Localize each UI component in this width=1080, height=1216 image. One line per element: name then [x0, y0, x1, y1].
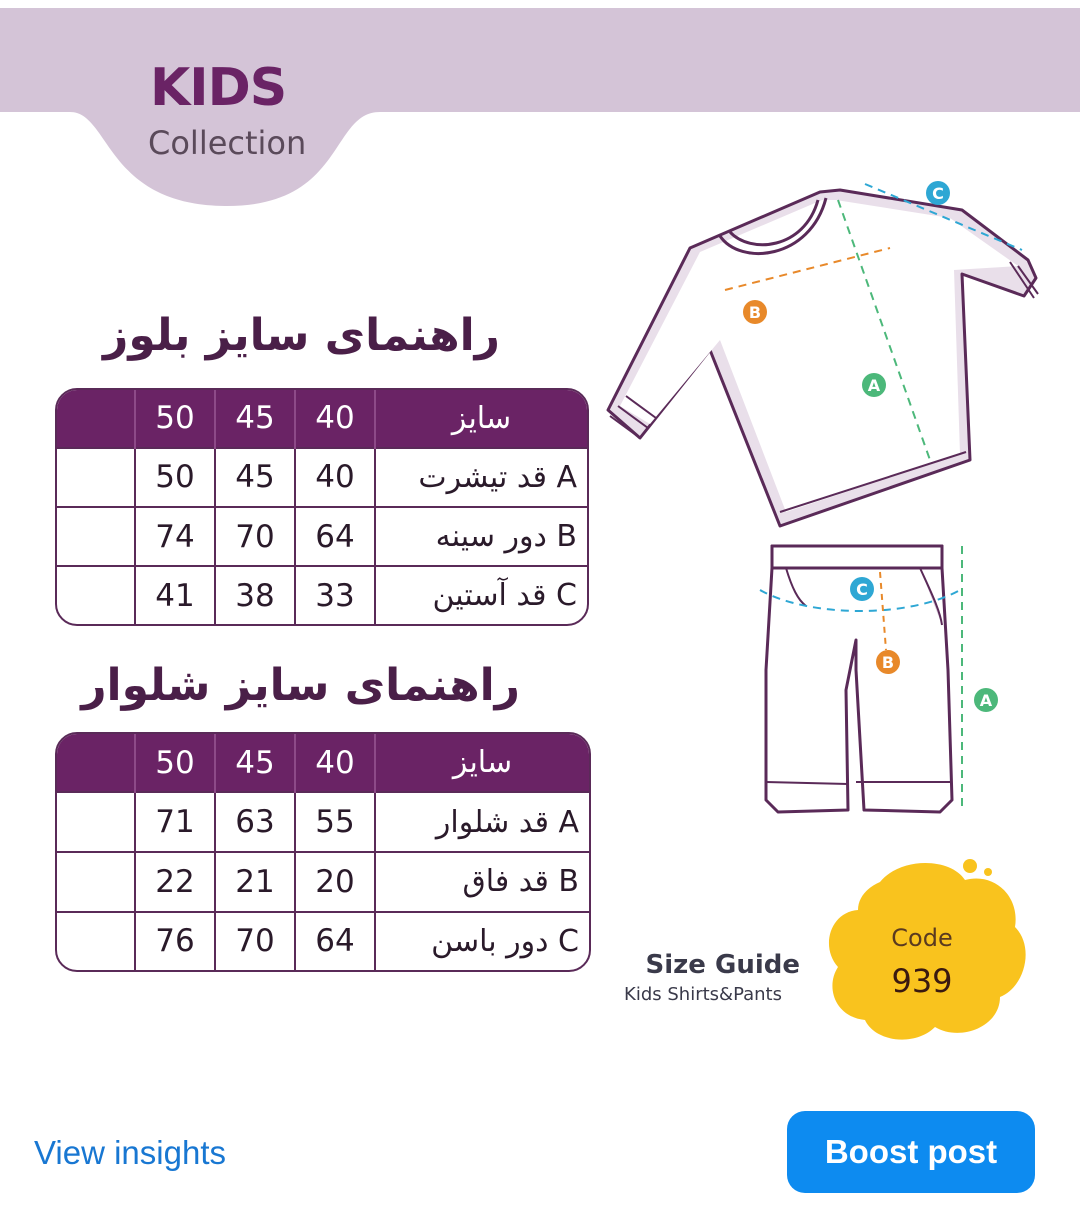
table-cell: 41 [135, 566, 215, 624]
empty-cell [57, 390, 135, 448]
table-cell: 55 [295, 792, 375, 852]
size-header: 50 [135, 390, 215, 448]
pants-size-table [55, 732, 591, 972]
marker-b-pants [876, 650, 900, 674]
size-header: 50 [135, 734, 215, 792]
svg-text:B: B [748, 303, 762, 322]
empty-cell [57, 792, 135, 852]
svg-text:A: A [979, 691, 993, 710]
table-header-row [57, 734, 589, 792]
marker-c-pants [850, 577, 874, 601]
table-cell: 76 [135, 912, 215, 970]
boost-post-button[interactable]: Boost post [787, 1111, 1035, 1193]
table-cell: 63 [215, 792, 295, 852]
table-cell: 64 [295, 507, 375, 566]
svg-text:B: B [881, 653, 895, 672]
row-label: A قد شلوار [375, 792, 589, 852]
table-cell: 50 [135, 448, 215, 507]
table-cell: 70 [215, 912, 295, 970]
code-value: 939 [891, 962, 953, 1000]
brand-title: KIDS [150, 58, 287, 118]
marker-c-shirt [926, 181, 950, 205]
table-cell: 33 [295, 566, 375, 624]
table-row [57, 566, 587, 624]
shirt-size-table [55, 388, 589, 626]
svg-text:C: C [932, 184, 944, 203]
svg-text:A: A [867, 376, 881, 395]
row-label: A قد تیشرت [375, 448, 587, 507]
table-cell: 64 [295, 912, 375, 970]
table-cell: 45 [215, 448, 295, 507]
table-row [57, 448, 587, 507]
size-label-header: سایز [375, 734, 589, 792]
row-label: B دور سینه [375, 507, 587, 566]
table-cell: 38 [215, 566, 295, 624]
empty-cell [57, 566, 135, 624]
view-insights-link[interactable]: View insights [34, 1134, 226, 1171]
table-cell: 40 [295, 448, 375, 507]
size-header: 45 [215, 734, 295, 792]
size-header: 40 [295, 734, 375, 792]
table-cell: 74 [135, 507, 215, 566]
marker-b-shirt [743, 300, 767, 324]
table-cell: 20 [295, 852, 375, 912]
shirt-illustration [608, 190, 1038, 526]
svg-text:C: C [856, 580, 868, 599]
table-cell: 22 [135, 852, 215, 912]
size-guide-subtitle: Kids Shirts&Pants [624, 984, 782, 1005]
table-row [57, 507, 587, 566]
table-row [57, 792, 589, 852]
pants-guide-heading: راهنمای سایز شلوار [81, 660, 520, 711]
marker-a-shirt [862, 373, 886, 397]
table-row [57, 852, 589, 912]
table-row [57, 912, 589, 970]
row-label: C دور باسن [375, 912, 589, 970]
code-label: Code [891, 924, 953, 952]
empty-cell [57, 852, 135, 912]
empty-cell [57, 507, 135, 566]
row-label: B قد فاق [375, 852, 589, 912]
size-header: 45 [215, 390, 295, 448]
table-cell: 70 [215, 507, 295, 566]
table-cell: 21 [215, 852, 295, 912]
row-label: C قد آستین [375, 566, 587, 624]
empty-cell [57, 734, 135, 792]
empty-cell [57, 912, 135, 970]
table-cell: 71 [135, 792, 215, 852]
marker-a-pants [974, 688, 998, 712]
size-header: 40 [295, 390, 375, 448]
size-label-header: سایز [375, 390, 587, 448]
shirt-guide-heading: راهنمای سایز بلوز [103, 310, 500, 361]
brand-subtitle: Collection [148, 124, 307, 162]
size-guide-title: Size Guide [645, 950, 800, 980]
table-header-row [57, 390, 587, 448]
code-badge-cloud [820, 852, 1040, 1052]
empty-cell [57, 448, 135, 507]
garment-diagram [590, 170, 1060, 850]
